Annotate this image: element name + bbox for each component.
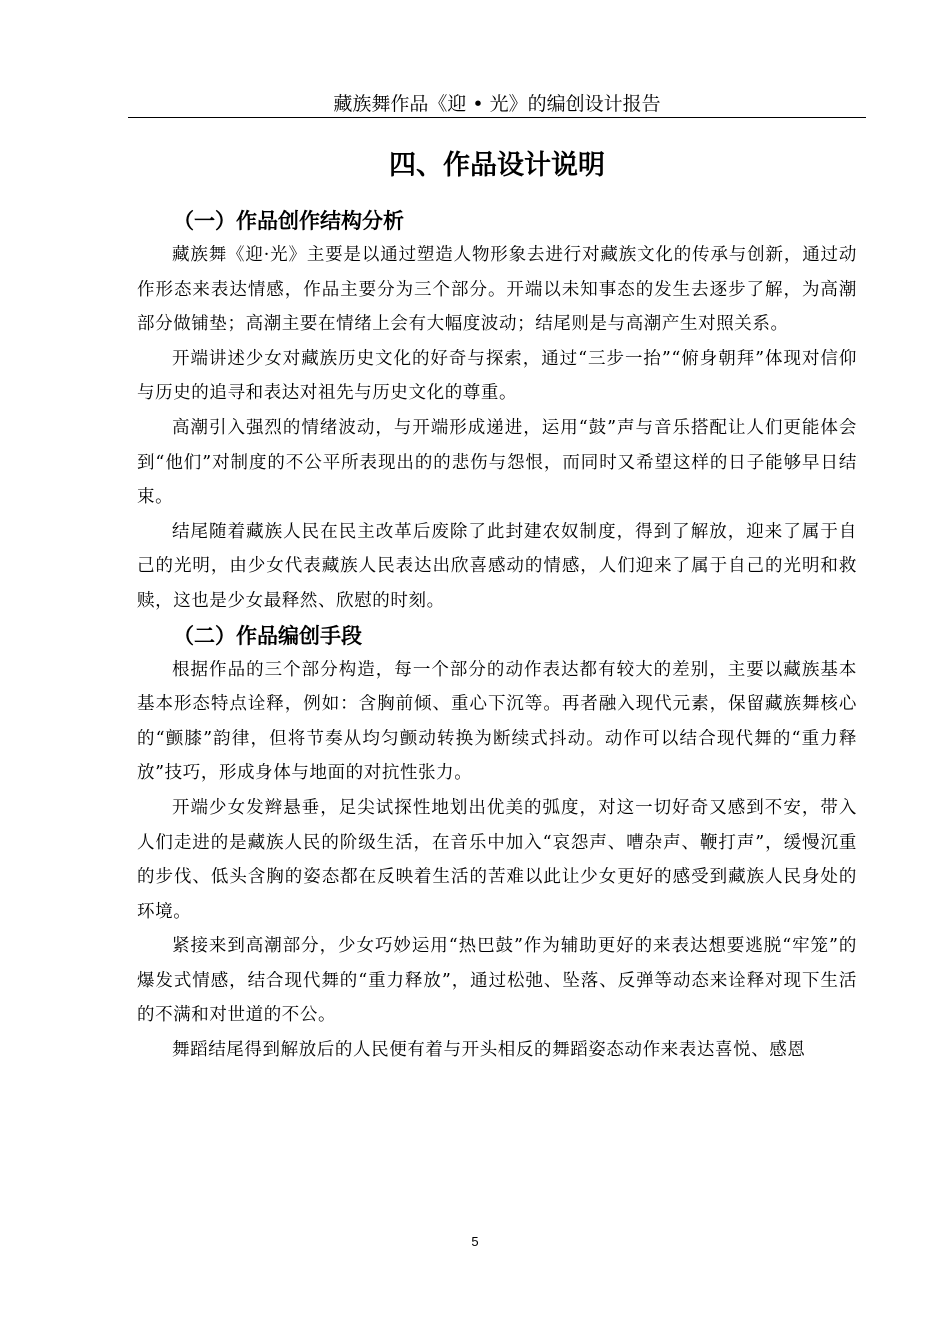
page-content	[137, 140, 857, 1068]
subsection-heading: （一）作品创作结构分析	[173, 209, 404, 233]
subsection-heading: （二）作品编创手段	[173, 623, 362, 648]
paragraph: 结尾随着藏族人民在民主改革后废除了此封建农奴制度，得到了解放，迎来了属于自己的光明，由少女代表藏族人民表达出欣喜感动的情感，人们迎来了属于自己的光明和救赎，这也是少女最释然、欣慰的时刻。	[137, 521, 857, 611]
section-title: 四、作品设计说明	[389, 150, 605, 181]
header-rule	[128, 117, 866, 118]
paragraph: 高潮引入强烈的情绪波动，与开端形成递进，运用“鼓”声与音乐搭配让人们更能体会到“他们”对制度的不公平所表现出的的悲伤与怨恨，而同时又希望这样的日子能够早日结束。	[137, 417, 857, 508]
paragraph: 藏族舞《迎·光》主要是以通过塑造人物形象去进行对藏族文化的传承与创新，通过动作形态来表达情感，作品主要分为三个部分。开端以未知事态的发生去逐步了解，为高潮部分做铺垫；高潮主要在情绪上会有大幅度波动；结尾则是与高潮产生对照关系。	[137, 245, 857, 335]
paragraph: 开端少女发辫悬垂，足尖试探性地划出优美的弧度，对这一切好奇又感到不安，带入人们走进的是藏族人民的阶级生活，在音乐中加入“哀怨声、嘈杂声、鞭打声”，缓慢沉重的步伐、低头含胸的姿态都在反映着生活的苦难以此让少女更好的感受到藏族人民身处的环境。	[137, 797, 857, 922]
page-number: 5	[471, 1234, 479, 1249]
running-header: 藏族舞作品《迎 • 光》的编创设计报告	[333, 93, 661, 115]
paragraph: 开端讲述少女对藏族历史文化的好奇与探索，通过“三步一抬”“俯身朝拜”体现对信仰与历史的追寻和表达对祖先与历史文化的尊重。	[137, 348, 857, 404]
paragraph: 舞蹈结尾得到解放后的人民便有着与开头相反的舞蹈姿态动作来表达喜悦、感恩	[172, 1040, 806, 1061]
paragraph: 根据作品的三个部分构造，每一个部分的动作表达都有较大的差别，主要以藏族基本基本形态特点诠释，例如：含胸前倾、重心下沉等。再者融入现代元素，保留藏族舞核心的“颤膝”韵律，但将节奏从均匀颤动转换为断续式抖动。动作可以结合现代舞的“重力释放”技巧，形成身体与地面的对抗性张力。	[137, 659, 857, 784]
paragraph: 紧接来到高潮部分，少女巧妙运用“热巴鼓”作为辅助更好的来表达想要逃脱“牢笼”的爆发式情感，结合现代舞的“重力释放”，通过松弛、坠落、反弹等动态来诠释对现下生活的不满和对世道的不公。	[137, 936, 857, 1026]
